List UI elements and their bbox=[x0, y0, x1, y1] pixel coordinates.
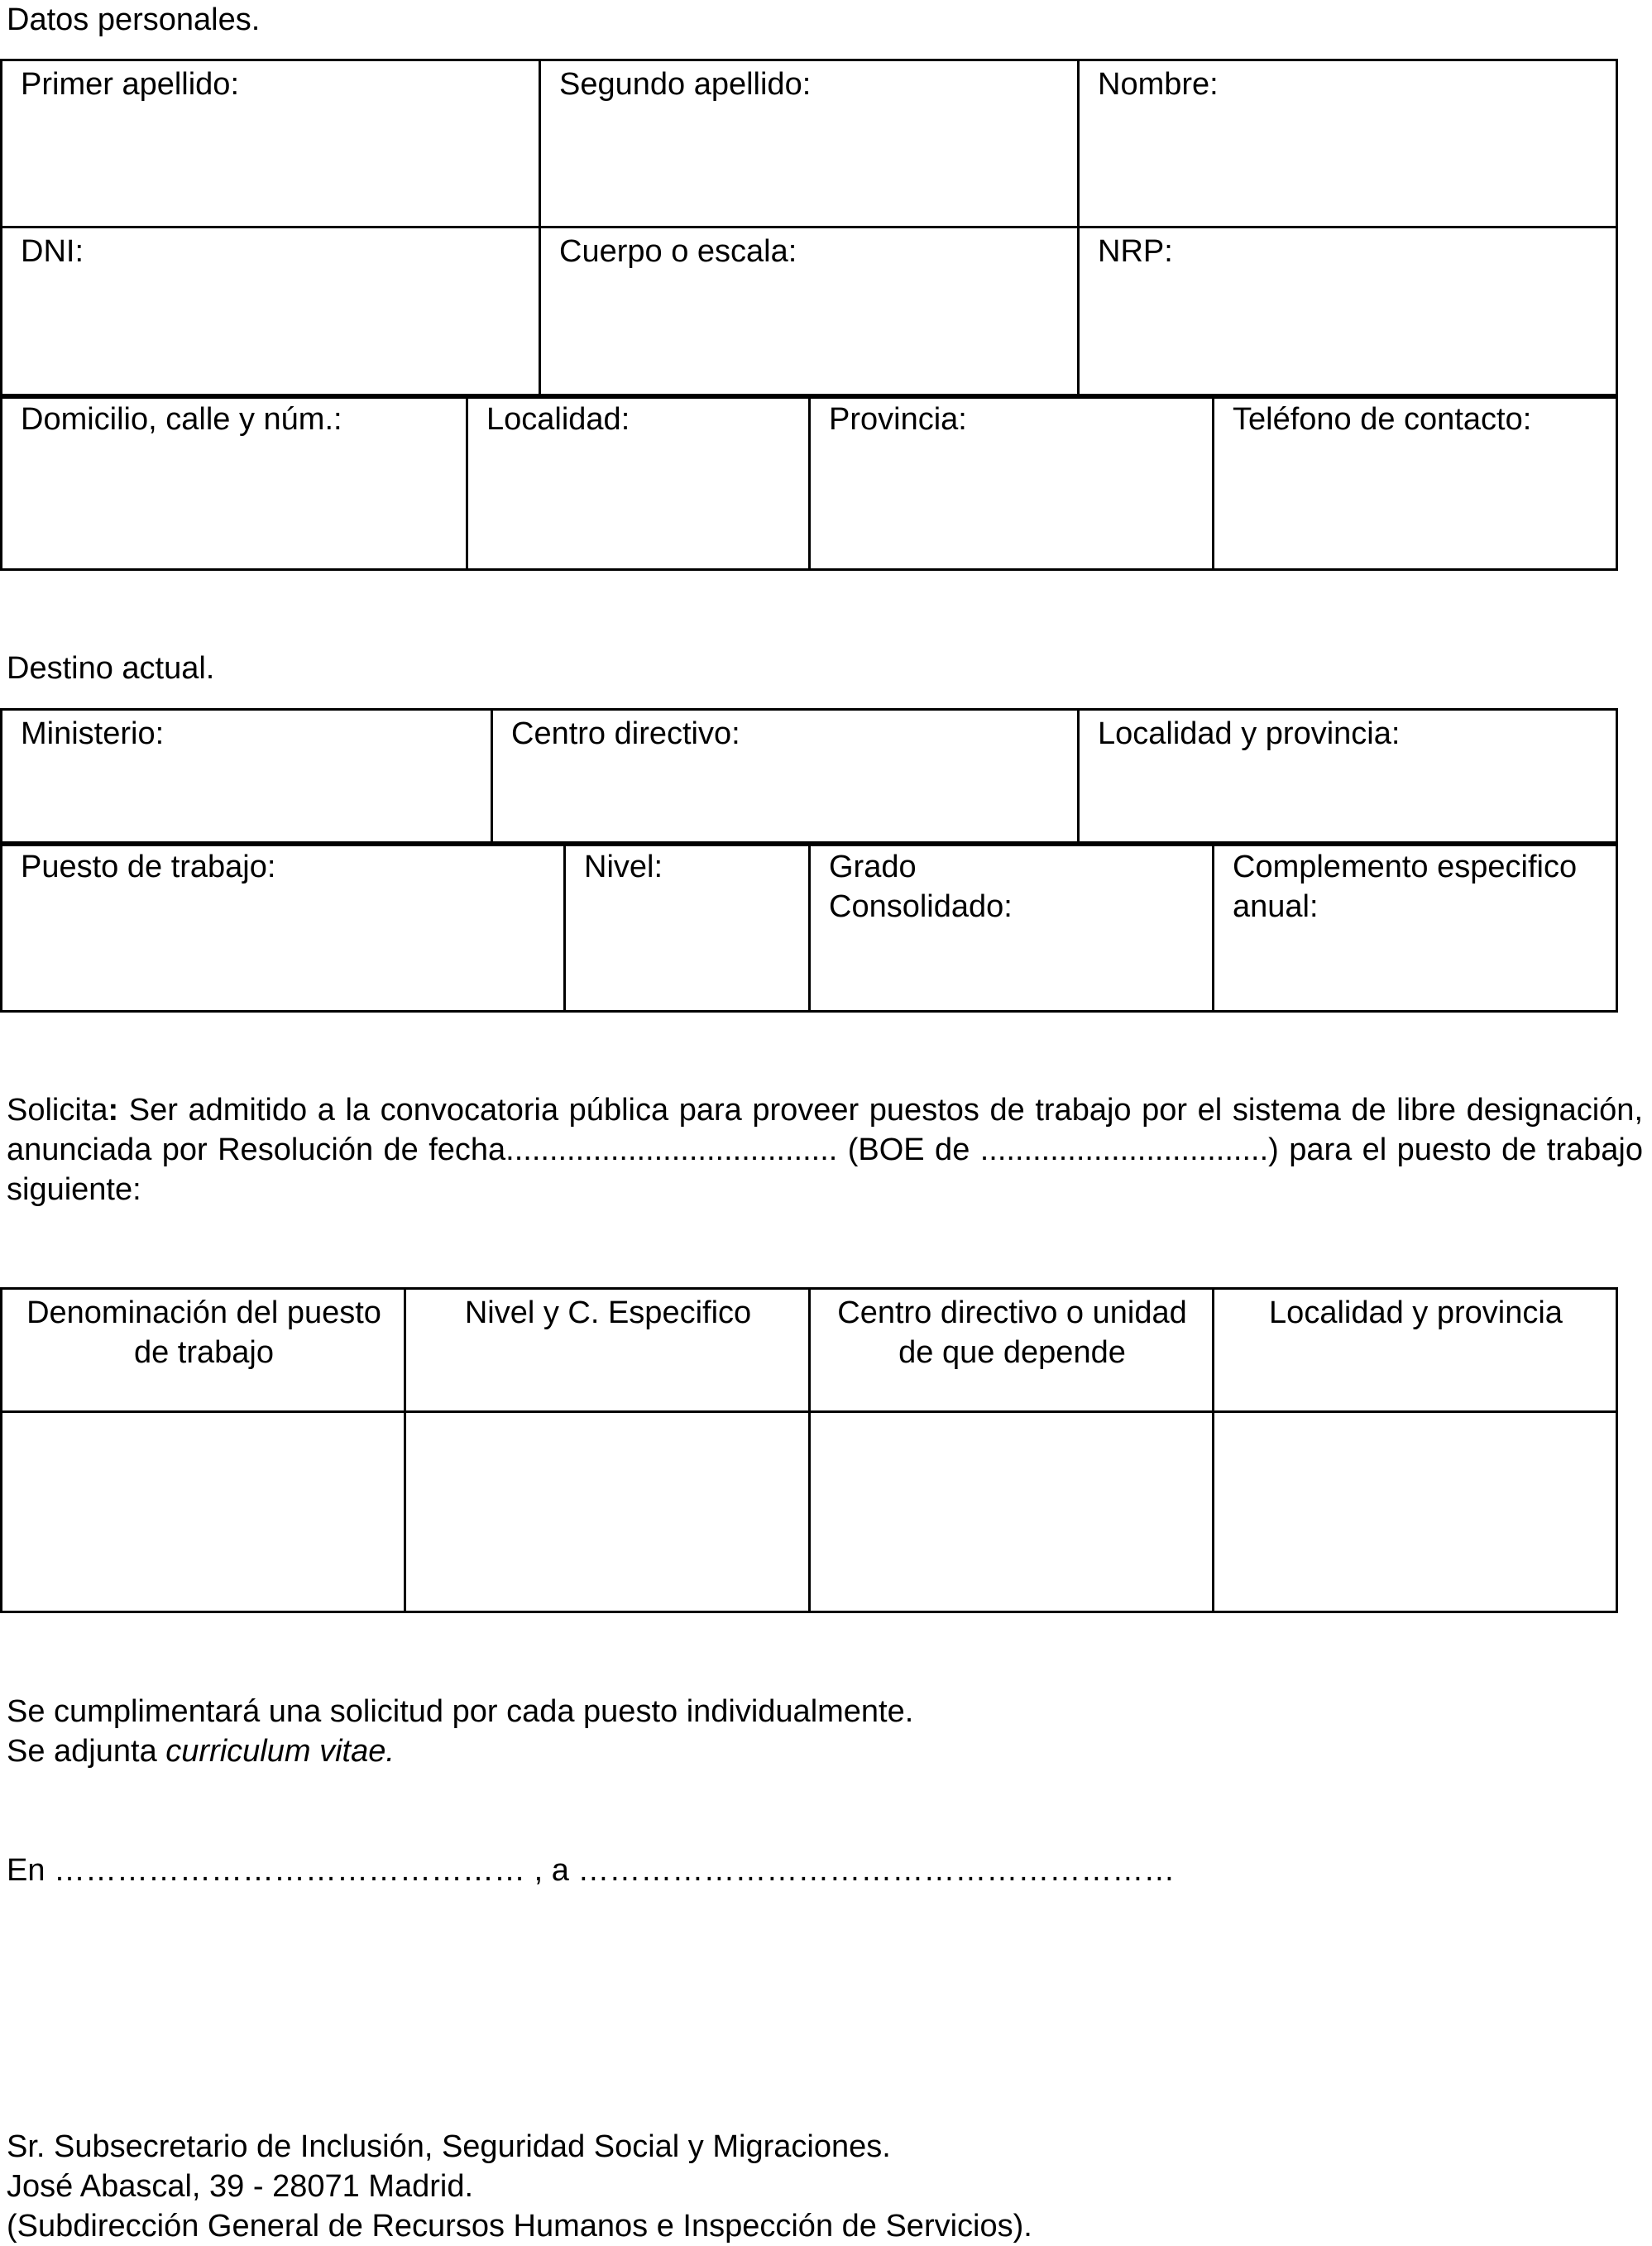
puesto-header-denominacion bbox=[2, 1289, 405, 1412]
segundo-apellido-field[interactable] bbox=[540, 60, 1079, 227]
field-label: Nivel: bbox=[584, 850, 663, 884]
field-label: Cuerpo o escala: bbox=[559, 234, 797, 269]
note-curriculum bbox=[7, 1731, 395, 1771]
personal-heading: Datos personales. bbox=[7, 2, 261, 37]
field-label: Localidad y provincia: bbox=[1098, 716, 1401, 751]
field-label: Provincia: bbox=[829, 402, 967, 437]
solicita-paragraph bbox=[7, 1090, 1643, 1209]
puesto-trabajo-field[interactable] bbox=[2, 843, 565, 1012]
grado-consolidado-field[interactable] bbox=[810, 843, 1214, 1012]
localidad-field[interactable] bbox=[467, 395, 810, 570]
note-one-per-post: Se cumplimentará una solicitud por cada puesto individualmente. bbox=[7, 1694, 914, 1729]
field-label: Teléfono de contacto: bbox=[1233, 402, 1532, 437]
puesto-value-denominacion[interactable] bbox=[2, 1412, 405, 1612]
localidad-provincia-field[interactable] bbox=[1079, 710, 1617, 845]
addressee-address: José Abascal, 39 - 28071 Madrid. bbox=[7, 2169, 474, 2204]
solicita-colon: : bbox=[108, 1093, 119, 1128]
field-label: NRP: bbox=[1098, 234, 1173, 269]
field-label: Ministerio: bbox=[21, 716, 165, 751]
solicita-text: Ser admitido a la convocatoria pública para proveer puestos de trabajo por el sistema de libre designación, anunciada por Resolución de fecha...................................... (BOE de .................................) para el puesto de trabajo siguiente: bbox=[7, 1093, 1643, 1207]
nombre-field[interactable] bbox=[1079, 60, 1617, 227]
nivel-field[interactable] bbox=[565, 843, 810, 1012]
domicilio-field[interactable] bbox=[2, 395, 467, 570]
field-label: Domicilio, calle y núm.: bbox=[21, 402, 342, 437]
addressee-department: (Subdirección General de Recursos Humanos e Inspección de Servicios). bbox=[7, 2209, 1032, 2244]
primer-apellido-field[interactable] bbox=[2, 60, 540, 227]
puesto-header-nivel bbox=[405, 1289, 810, 1412]
field-label: Centro directivo: bbox=[511, 716, 740, 751]
header-label: Centro directivo o unidad de que depende bbox=[837, 1295, 1187, 1370]
puesto-value-centro[interactable] bbox=[810, 1412, 1214, 1612]
header-label: Nivel y C. Especifico bbox=[464, 1295, 752, 1330]
field-label: Segundo apellido: bbox=[559, 67, 812, 102]
field-label: Complemento especifico anual: bbox=[1233, 850, 1578, 924]
puesto-value-localidad[interactable] bbox=[1214, 1412, 1617, 1612]
cuerpo-escala-field[interactable] bbox=[540, 227, 1079, 398]
note-curriculum-italic: curriculum vitae. bbox=[165, 1734, 395, 1769]
centro-directivo-field[interactable] bbox=[492, 710, 1079, 845]
field-label: DNI: bbox=[21, 234, 84, 269]
solicita-label: Solicita bbox=[7, 1093, 108, 1128]
field-label: Localidad: bbox=[486, 402, 630, 437]
ministerio-field[interactable] bbox=[2, 710, 492, 845]
personal-data-table-top bbox=[0, 59, 1618, 399]
puesto-header-centro bbox=[810, 1289, 1214, 1412]
field-label: Puesto de trabajo: bbox=[21, 850, 276, 884]
note-curriculum-prefix: Se adjunta bbox=[7, 1734, 166, 1769]
field-label: Nombre: bbox=[1098, 67, 1219, 102]
place-date-line[interactable]: En ……………………………………… , a ………………………………………………… bbox=[7, 1853, 1176, 1888]
destino-heading: Destino actual. bbox=[7, 651, 215, 686]
destino-table-top bbox=[0, 708, 1618, 846]
personal-data-table-address bbox=[0, 394, 1618, 571]
destino-table-bottom bbox=[0, 841, 1618, 1013]
header-label: Denominación del puesto de trabajo bbox=[26, 1295, 381, 1370]
header-label: Localidad y provincia bbox=[1269, 1295, 1563, 1330]
addressee-title: Sr. Subsecretario de Inclusión, Seguridad Social y Migraciones. bbox=[7, 2129, 891, 2164]
complemento-especifico-field[interactable] bbox=[1214, 843, 1617, 1012]
nrp-field[interactable] bbox=[1079, 227, 1617, 398]
puesto-table bbox=[0, 1287, 1618, 1613]
provincia-field[interactable] bbox=[810, 395, 1214, 570]
dni-field[interactable] bbox=[2, 227, 540, 398]
puesto-header-localidad bbox=[1214, 1289, 1617, 1412]
puesto-value-nivel[interactable] bbox=[405, 1412, 810, 1612]
telefono-field[interactable] bbox=[1214, 395, 1617, 570]
field-label: Primer apellido: bbox=[21, 67, 239, 102]
field-label: Grado Consolidado: bbox=[829, 850, 1013, 924]
